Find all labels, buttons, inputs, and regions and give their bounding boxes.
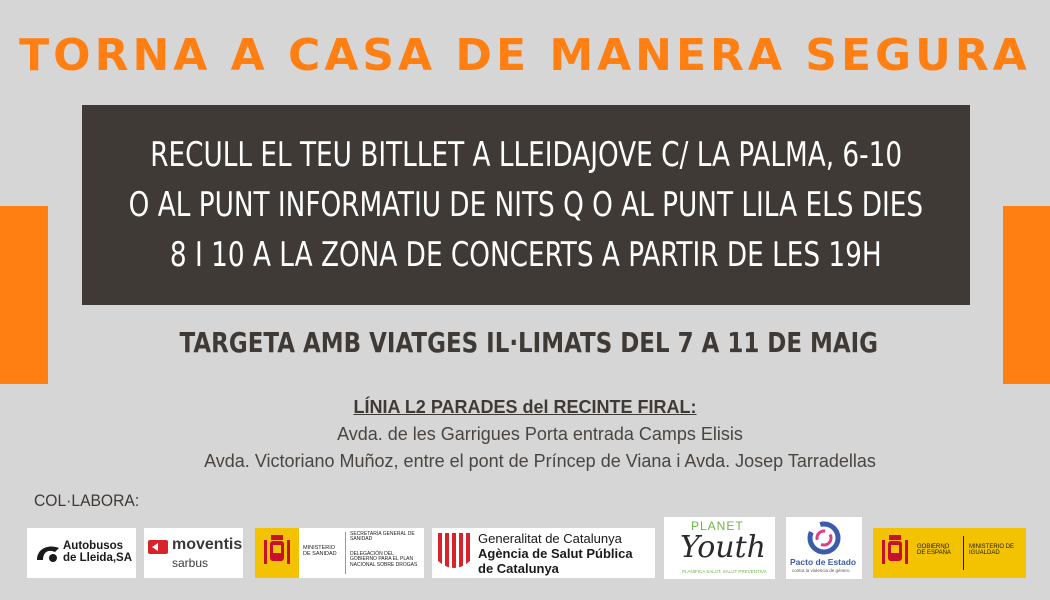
generalitat-catalunya-logo xyxy=(432,528,655,578)
left-accent-bar xyxy=(0,206,48,384)
planet-tagline: PLANIFICA SALUT, SALUT PREVENTIVA xyxy=(682,569,767,574)
igualdad-ministerio: MINISTERIO DE IGUALDAD xyxy=(969,544,1015,557)
gencat-line3: de Catalunya xyxy=(478,561,559,576)
planet-youth-logo xyxy=(664,517,775,579)
sanidad-ministerio: MINISTERIO DE SANIDAD xyxy=(303,545,337,557)
sanidad-delegacion: DELEGACIÓN DEL GOBIERNO PARA EL PLAN NACIONAL SOBRE DROGAS xyxy=(350,551,418,568)
gencat-line1: Generalitat de Catalunya xyxy=(478,531,622,546)
ticket-info-box xyxy=(82,105,970,305)
igualdad-gobierno: GOBIERNO DE ESPAÑA xyxy=(917,544,951,557)
ministerio-sanidad-logo xyxy=(255,528,424,578)
moventis-name: moventis xyxy=(172,536,243,553)
spain-coat-of-arms-icon xyxy=(255,528,299,578)
sanidad-secretaria: SECRETARÍA GENERAL DE SANIDAD xyxy=(350,531,415,543)
pacto-line1: Pacto de Estado xyxy=(790,557,857,567)
autobusos-swoosh-icon xyxy=(33,538,63,568)
autobusos-lleida-logo xyxy=(27,528,136,578)
autobusos-line1: Autobusos xyxy=(63,540,124,552)
page-title: TORNA A CASA DE MANERA SEGURA xyxy=(19,30,1031,81)
ministerio-igualdad-logo xyxy=(873,528,1026,578)
info-line: RECULL EL TEU BITLLET A LLEIDAJOVE C/ LA PALMA, 6-10 xyxy=(150,135,902,175)
card-subtitle: TARGETA AMB VIATGES IL·LIMATS DEL 7 A 11 DE MAIG xyxy=(179,326,879,359)
info-line: O AL PUNT INFORMATIU DE NITS Q O AL PUNT LILA ELS DIES xyxy=(128,185,924,225)
stop-item: Avda. de les Garrigues Porta entrada Camps Elisis xyxy=(337,424,743,444)
pacto-circle-icon xyxy=(806,520,842,556)
autobusos-line2: de Lleida,SA xyxy=(63,552,133,565)
planet-line1: PLANET xyxy=(691,519,744,533)
senyera-shield-icon xyxy=(436,531,472,575)
pacto-estado-logo xyxy=(786,517,862,579)
stop-item: Avda. Victoriano Muñoz, entre el pont de Príncep de Viana i Avda. Josep Tarradellas xyxy=(204,451,876,471)
moventis-sub: sarbus xyxy=(172,556,209,570)
planet-line2: Youth xyxy=(680,530,766,565)
pacto-line2: contra la violencia de género xyxy=(792,568,850,573)
moventis-mark-icon xyxy=(148,540,168,554)
gencat-line2: Agència de Salut Pública xyxy=(478,546,633,561)
info-line: 8 I 10 A LA ZONA DE CONCERTS A PARTIR DE LES 19H xyxy=(170,235,882,275)
right-accent-bar xyxy=(1003,206,1050,384)
collaborators-label: COL·LABORA: xyxy=(34,491,140,510)
line-stops-heading: LÍNIA L2 PARADES del RECINTE FIRAL: xyxy=(353,397,697,417)
spain-coat-of-arms-icon xyxy=(875,528,915,578)
moventis-logo xyxy=(144,528,243,578)
